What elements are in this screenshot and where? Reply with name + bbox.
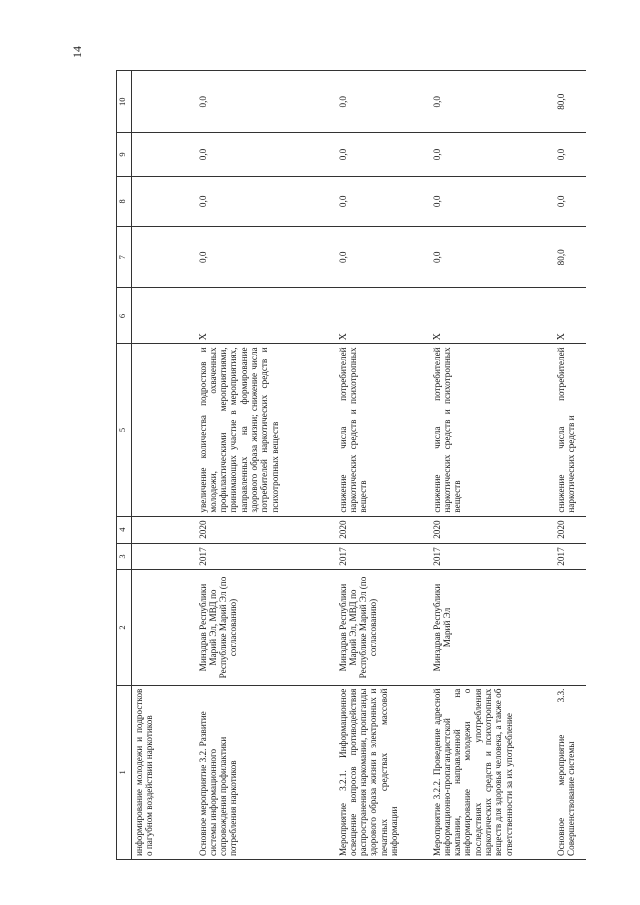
cell-col7: 0,0 <box>328 227 422 288</box>
expected-result: снижение числа потребителей наркотических средств и психотропных веществ <box>328 344 422 516</box>
executor: Минздрав Республики Марий Эл, МВД по Республике Марий Эл (по согласованию) <box>188 570 328 685</box>
column-header: 2 <box>117 570 132 685</box>
cell-col10: 0,0 <box>328 71 422 133</box>
column-header: 9 <box>117 133 132 176</box>
cell-col10 <box>132 71 188 133</box>
column-header: 6 <box>117 288 132 344</box>
cell-col7 <box>132 227 188 288</box>
cell-col8: 0,0 <box>422 176 546 227</box>
cell-col7: 80,0 <box>546 227 587 288</box>
measure-name: Основное мероприятие 3.2. Развитие системы информационного сопровождения профилактики потребления наркотиков <box>188 685 328 859</box>
rotated-table-canvas <box>116 70 576 860</box>
program-table <box>116 70 586 860</box>
expected-result <box>132 344 188 516</box>
end-year: 2020 <box>328 516 422 543</box>
start-year: 2017 <box>422 543 546 570</box>
end-year: 2020 <box>422 516 546 543</box>
measure-name: Мероприятие 3.2.1. Информационное освещение вопросов противодействия распространения наркомании, пропаганды здорового образа жизни в электронных и печатных средствах массовой информации <box>328 685 422 859</box>
cell-col8: 0,0 <box>188 176 328 227</box>
cell-col6: Х <box>546 288 587 344</box>
end-year: 2020 <box>546 516 587 543</box>
measure-name: Основное мероприятие 3.3. Совершенствование системы <box>546 685 587 859</box>
cell-col9: 0,0 <box>546 133 587 176</box>
column-header: 3 <box>117 543 132 570</box>
end-year <box>132 516 188 543</box>
table-row <box>546 71 587 860</box>
cell-col8: 0,0 <box>328 176 422 227</box>
executor <box>546 570 587 685</box>
cell-col9: 0,0 <box>422 133 546 176</box>
executor: Минздрав Республики Марий Эл, МВД по Республике Марий Эл (по согласованию) <box>328 570 422 685</box>
column-header: 10 <box>117 71 132 133</box>
cell-col9: 0,0 <box>188 133 328 176</box>
start-year <box>132 543 188 570</box>
cell-col6: Х <box>328 288 422 344</box>
column-header: 4 <box>117 516 132 543</box>
page-number: 14 <box>70 46 84 58</box>
cell-col10: 0,0 <box>188 71 328 133</box>
expected-result: снижение числа потребителей наркотических средств и психотропных веществ <box>422 344 546 516</box>
table-row <box>132 71 188 860</box>
measure-name: Мероприятие 3.2.2. Проведение адресной информационно-пропагандистской кампании, направленной на информирование молодежи о последствиях употребления наркотических средств и психотропных веществ для здоровья человека, а также об ответственности за их употребление <box>422 685 546 859</box>
executor <box>132 570 188 685</box>
cell-col10: 0,0 <box>422 71 546 133</box>
cell-col10: 80,0 <box>546 71 587 133</box>
expected-result: снижение числа потребителей наркотических средств и <box>546 344 587 516</box>
table-header-row <box>117 71 132 860</box>
table-row <box>188 71 328 860</box>
end-year: 2020 <box>188 516 328 543</box>
start-year: 2017 <box>188 543 328 570</box>
column-header: 5 <box>117 344 132 516</box>
start-year: 2017 <box>546 543 587 570</box>
cell-col6: Х <box>188 288 328 344</box>
cell-col6: Х <box>422 288 546 344</box>
cell-col6 <box>132 288 188 344</box>
expected-result: увеличение количества подростков и молодежи, охваченных профилактическими мероприятиями, принимающих участие в мероприятиях, направленных на формирование здорового образа жизни; снижение числа потребителей наркотических средств и психотропных веществ <box>188 344 328 516</box>
cell-col9 <box>132 133 188 176</box>
cell-col7: 0,0 <box>188 227 328 288</box>
column-header: 1 <box>117 685 132 859</box>
cell-col9: 0,0 <box>328 133 422 176</box>
column-header: 8 <box>117 176 132 227</box>
table-row <box>328 71 422 860</box>
start-year: 2017 <box>328 543 422 570</box>
column-header: 7 <box>117 227 132 288</box>
cell-col8 <box>132 176 188 227</box>
table-row <box>422 71 546 860</box>
measure-name: информирование молодежи и подростков о пагубном воздействии наркотиков <box>132 685 188 859</box>
cell-col8: 0,0 <box>546 176 587 227</box>
executor: Минздрав Республики Марий Эл <box>422 570 546 685</box>
cell-col7: 0,0 <box>422 227 546 288</box>
